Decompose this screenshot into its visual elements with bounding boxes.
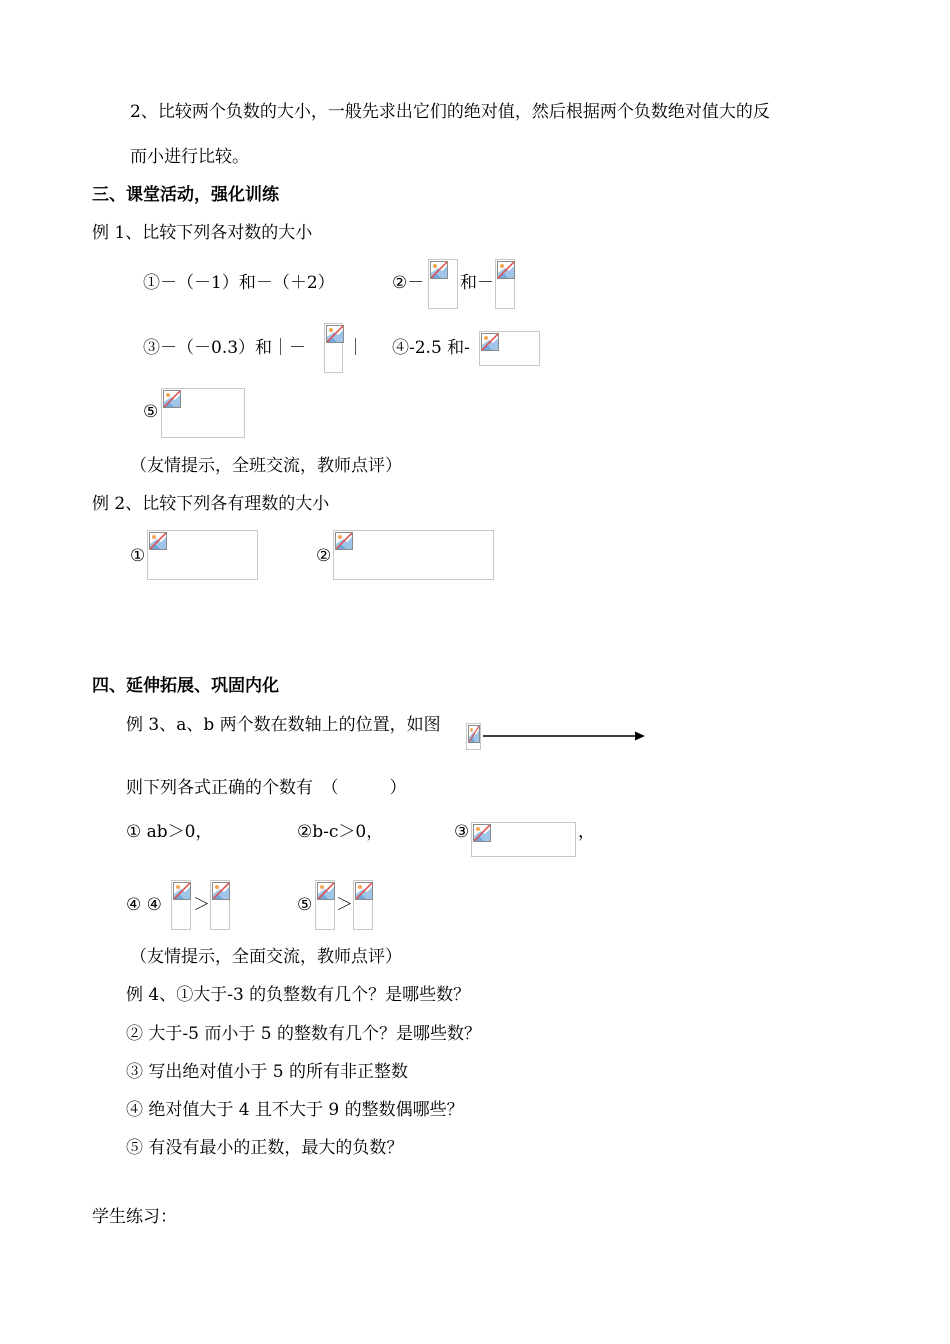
formula-image — [479, 331, 540, 366]
formula-image — [315, 880, 335, 930]
broken-image-icon — [473, 824, 491, 842]
broken-image-icon — [497, 261, 515, 279]
example-1-item-5-prefix: ⑤ — [143, 402, 159, 422]
formula-image — [324, 323, 343, 373]
greater-than-sign: ＞ — [193, 895, 210, 915]
broken-image-icon — [481, 333, 499, 351]
example-3-option-2: ②b-c＞0， — [297, 822, 384, 842]
example-4-question-1: 例 4、①大于-3 的负整数有几个？是哪些数？ — [126, 985, 471, 1005]
formula-image — [210, 880, 230, 930]
example-1-item-2-prefix: ②－ — [392, 273, 425, 293]
broken-image-icon — [163, 390, 181, 408]
broken-image-icon — [149, 532, 167, 550]
student-practice-label: 学生练习： — [92, 1207, 177, 1227]
broken-image-icon — [317, 882, 335, 900]
example-3-option-3-suffix: ， — [578, 822, 595, 842]
arrow-right-icon — [635, 732, 645, 741]
example-1-hint: （友情提示，全班交流，教师点评） — [130, 456, 402, 476]
example-1-item-3-suffix: ｜ — [347, 338, 364, 358]
example-2-title: 例 2、比较下列各有理数的大小 — [92, 494, 330, 514]
formula-image — [161, 388, 245, 438]
example-2-item-1-prefix: ① — [130, 546, 146, 566]
broken-image-icon — [468, 725, 480, 743]
broken-image-icon — [430, 261, 448, 279]
example-3-title: 例 3、a、b 两个数在数轴上的位置，如图 — [126, 715, 441, 735]
example-1-item-1: ①－（－1）和－（＋2） — [143, 273, 335, 293]
broken-image-icon — [335, 532, 353, 550]
intro-line-2: 而小进行比较。 — [130, 147, 249, 167]
formula-image — [471, 822, 576, 857]
example-3-option-3-prefix: ③ — [454, 822, 470, 842]
example-1-item-2-mid: 和－ — [460, 273, 494, 293]
formula-image — [147, 530, 258, 580]
example-1-item-3-prefix: ③－（－0.3）和｜－ — [143, 338, 307, 358]
formula-image — [495, 259, 515, 309]
section-4-heading: 四、延伸拓展、巩固内化 — [92, 676, 279, 696]
example-3-option-1: ① ab＞0， — [126, 822, 213, 842]
number-line — [483, 729, 647, 743]
formula-image — [333, 530, 494, 580]
example-3-option-5-prefix: ⑤ — [297, 895, 313, 915]
example-4-question-2: ② 大于-5 而小于 5 的整数有几个？是哪些数？ — [126, 1024, 481, 1044]
formula-image — [428, 259, 458, 309]
broken-image-icon — [355, 882, 373, 900]
broken-image-icon — [326, 325, 344, 343]
example-3-question: 则下列各式正确的个数有 （ ） — [126, 778, 407, 798]
formula-image — [353, 880, 373, 930]
example-3-hint: （友情提示，全面交流，教师点评） — [130, 947, 402, 967]
example-4-question-3: ③ 写出绝对值小于 5 的所有非正整数 — [126, 1062, 409, 1082]
example-2-item-2-prefix: ② — [316, 546, 332, 566]
example-3-option-4-prefix: ④ ④ — [126, 895, 162, 915]
example-1-title: 例 1、比较下列各对数的大小 — [92, 223, 313, 243]
intro-line-1: 2、比较两个负数的大小，一般先求出它们的绝对值，然后根据两个负数绝对值大的反 — [130, 102, 770, 122]
broken-image-icon — [212, 882, 230, 900]
section-3-heading: 三、课堂活动，强化训练 — [92, 185, 279, 205]
broken-image-icon — [173, 882, 191, 900]
example-1-item-4-prefix: ④-2.5 和- — [392, 338, 470, 358]
example-4-question-4: ④ 绝对值大于 4 且不大于 9 的整数偶哪些？ — [126, 1100, 464, 1120]
greater-than-sign: ＞ — [336, 895, 353, 915]
example-4-question-5: ⑤ 有没有最小的正数，最大的负数？ — [126, 1138, 404, 1158]
formula-image — [466, 723, 481, 750]
formula-image — [171, 880, 191, 930]
